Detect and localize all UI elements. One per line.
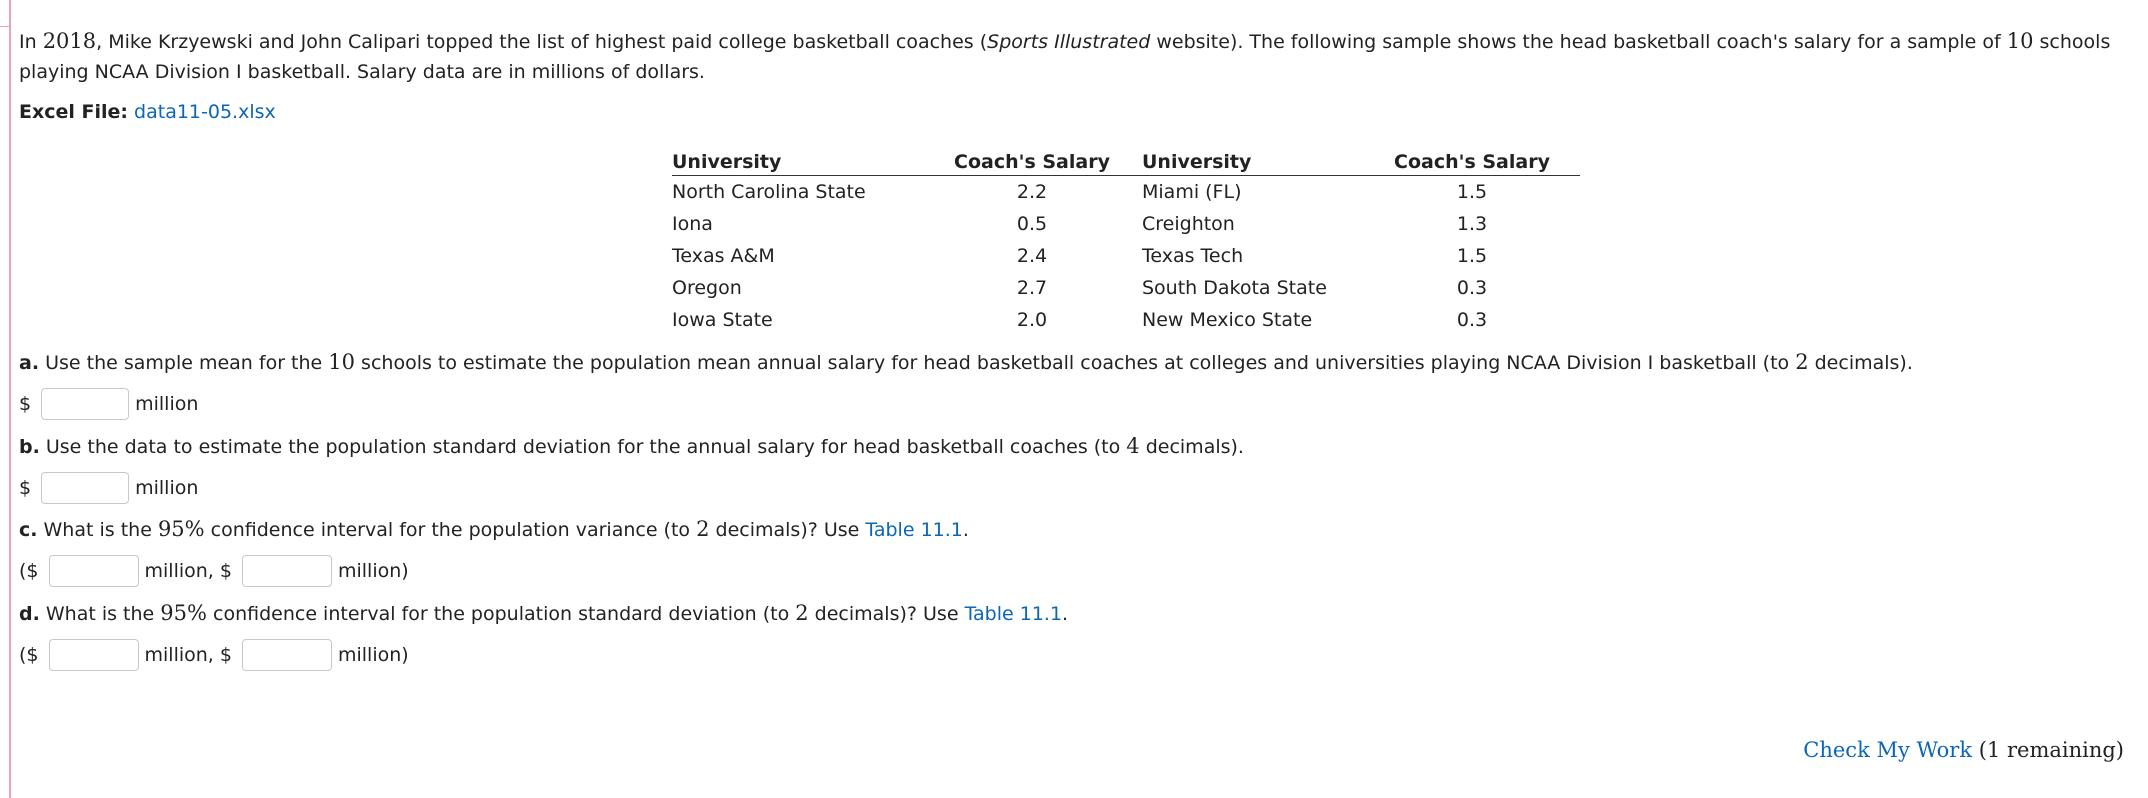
- question-b: [19, 434, 1244, 458]
- mean-salary-input[interactable]: [41, 388, 129, 420]
- table-row: [672, 272, 1580, 304]
- table-cell: Creighton: [1142, 213, 1235, 235]
- table-cell: Oregon: [672, 277, 742, 299]
- table-cell: Texas Tech: [1142, 245, 1244, 267]
- question-text: decimals)? Use: [709, 519, 866, 541]
- table-header-row: [672, 145, 1580, 176]
- question-a: [19, 350, 1913, 374]
- table-cell: North Carolina State: [672, 181, 866, 203]
- question-text: confidence interval for the population variance (to: [204, 519, 697, 541]
- table-cell: Texas A&M: [672, 245, 775, 267]
- question-number: 2: [1795, 350, 1809, 374]
- question-text: .: [1062, 603, 1069, 625]
- table-row: [672, 240, 1580, 272]
- excel-file-label: Excel File:: [19, 101, 128, 123]
- header-university: University: [672, 145, 942, 176]
- check-my-work: [1803, 738, 2124, 762]
- intro-year: 2018: [42, 29, 97, 53]
- margin-tick: [0, 26, 9, 27]
- salary-table: [672, 145, 1580, 336]
- question-label: b.: [19, 436, 40, 458]
- answer-row-c: [19, 555, 409, 587]
- unit-suffix: million: [135, 477, 199, 499]
- interval-close: million): [337, 644, 409, 666]
- answer-row-d: [19, 639, 409, 671]
- stddev-lower-input[interactable]: [49, 639, 139, 671]
- interval-separator: million, $: [144, 644, 232, 666]
- variance-upper-input[interactable]: [242, 555, 332, 587]
- answer-row-b: [19, 472, 198, 504]
- table-cell: 0.3: [1456, 277, 1488, 299]
- table-cell: Iowa State: [672, 309, 773, 331]
- problem-intro: [19, 26, 2147, 87]
- currency-prefix: $: [19, 477, 32, 499]
- check-my-work-button[interactable]: Check My Work: [1803, 738, 1973, 762]
- std-dev-input[interactable]: [41, 472, 129, 504]
- left-margin-rule: [9, 0, 11, 798]
- table-cell: 1.3: [1456, 213, 1488, 235]
- table-cell: 0.5: [1016, 213, 1048, 235]
- intro-source: Sports Illustrated: [987, 31, 1151, 53]
- table-cell: 1.5: [1456, 181, 1488, 203]
- question-label: d.: [19, 603, 40, 625]
- question-text: confidence interval for the population standard deviation (to: [206, 603, 796, 625]
- table-cell: 2.7: [1016, 277, 1048, 299]
- answer-row-a: [19, 388, 198, 420]
- table-cell: South Dakota State: [1142, 277, 1327, 299]
- table-cell: 0.3: [1456, 309, 1488, 331]
- table-cell: 2.4: [1016, 245, 1048, 267]
- question-number: 95%: [157, 517, 205, 541]
- unit-suffix: million: [135, 393, 199, 415]
- table-row: [672, 208, 1580, 240]
- excel-file-link[interactable]: data11-05.xlsx: [134, 101, 276, 123]
- interval-separator: million, $: [144, 560, 232, 582]
- interval-open: ($: [19, 644, 39, 666]
- variance-lower-input[interactable]: [49, 555, 139, 587]
- table-cell: 1.5: [1456, 245, 1488, 267]
- question-d: [19, 601, 1068, 625]
- table-cell: Iona: [672, 213, 713, 235]
- table-11-1-link[interactable]: Table 11.1: [964, 603, 1063, 625]
- question-number: 4: [1126, 434, 1140, 458]
- question-number: 10: [328, 350, 356, 374]
- currency-prefix: $: [19, 393, 32, 415]
- table-cell: Miami (FL): [1142, 181, 1242, 203]
- intro-text: , Mike Krzyewski and John Calipari topped the list of highest paid college basketball coaches (: [96, 31, 988, 53]
- question-text: Use the data to estimate the population standard deviation for the annual salary for head basketball coaches (to: [39, 436, 1127, 458]
- table-cell: New Mexico State: [1142, 309, 1313, 331]
- question-text: What is the: [37, 519, 158, 541]
- question-text: Use the sample mean for the: [39, 352, 329, 374]
- table-row: [672, 304, 1580, 336]
- table-11-1-link[interactable]: Table 11.1: [865, 519, 963, 541]
- question-text: .: [962, 519, 969, 541]
- intro-text: schools playing NCAA Division I basketball. Salary data are in millions of dollars.: [19, 31, 2111, 83]
- table-cell: 2.2: [1016, 181, 1048, 203]
- question-text: schools to estimate the population mean annual salary for head basketball coaches at colleges and universities playing NCAA Division I basketball (to: [355, 352, 1796, 374]
- attempts-remaining: (1 remaining): [1972, 738, 2124, 762]
- interval-open: ($: [19, 560, 39, 582]
- intro-text: In: [19, 31, 43, 53]
- question-label: c.: [19, 519, 38, 541]
- question-text: decimals)? Use: [808, 603, 965, 625]
- intro-text: website). The following sample shows the head basketball coach's salary for a sample of: [1150, 31, 2007, 53]
- stddev-upper-input[interactable]: [242, 639, 332, 671]
- table-row: [672, 176, 1580, 209]
- excel-file-line: [19, 101, 276, 123]
- question-c: [19, 517, 969, 541]
- question-number: 2: [795, 601, 809, 625]
- question-number: 95%: [160, 601, 207, 625]
- header-coach-salary: Coach's Salary: [1372, 145, 1580, 176]
- interval-close: million): [337, 560, 409, 582]
- intro-count: 10: [2006, 29, 2034, 53]
- question-number: 2: [696, 517, 710, 541]
- question-text: What is the: [39, 603, 161, 625]
- table-cell: 2.0: [1016, 309, 1048, 331]
- header-coach-salary: Coach's Salary: [942, 145, 1130, 176]
- question-text: decimals).: [1808, 352, 1913, 374]
- question-label: a.: [19, 352, 40, 374]
- header-university: University: [1130, 145, 1372, 176]
- question-text: decimals).: [1139, 436, 1244, 458]
